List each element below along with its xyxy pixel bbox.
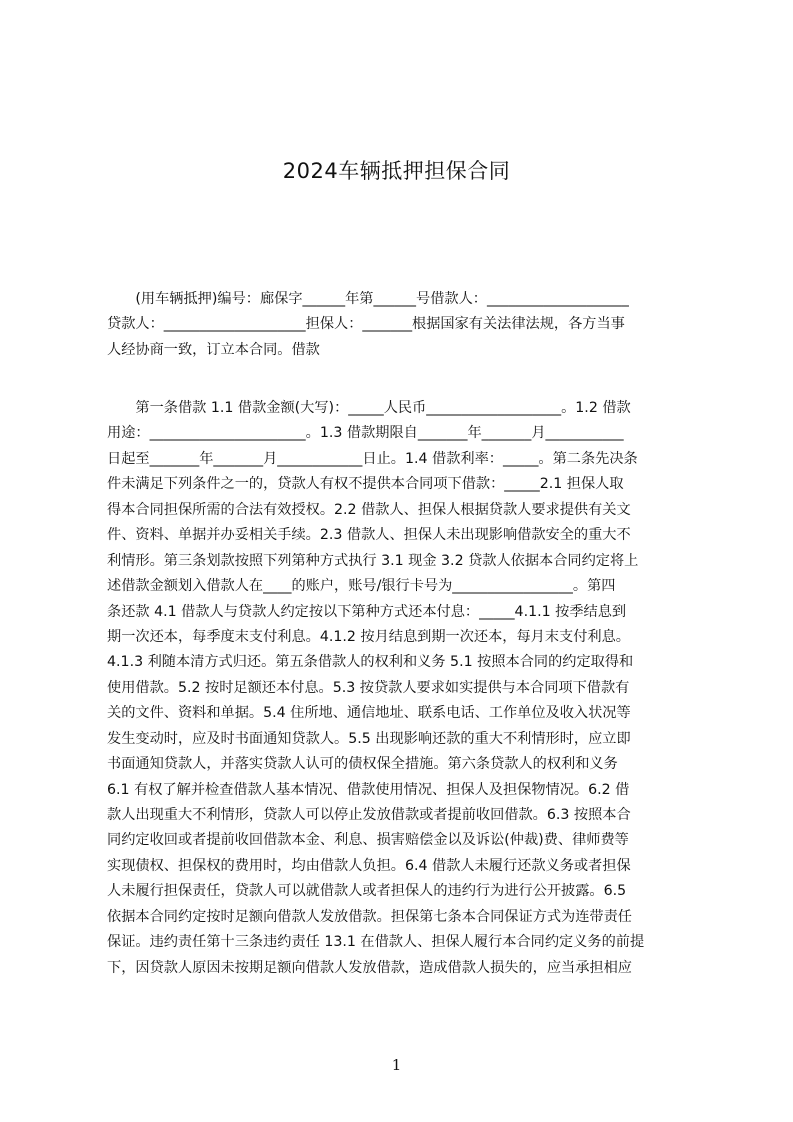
document-title: 2024车辆抵押担保合同 (282, 159, 511, 184)
body-paragraph (107, 396, 695, 981)
text-line: 使用借款。5.2 按时足额还本付息。5.3 按贷款人要求如实提供与本合同项下借款有 (107, 679, 630, 696)
text-line: 发生变动时，应及时书面通知贷款人。5.5 出现影响还款的重大不利情形时，应立即 (107, 730, 631, 747)
text-line: 下，因贷款人原因未按期足额向借款人发放借款，造成借款人损失的，应当承担相应 (107, 959, 632, 976)
text-line: 4.1.3 利随本清方式归还。第五条借款人的权利和义务 5.1 按照本合同的约定取得和 (107, 654, 634, 671)
text-line: 人未履行担保责任，贷款人可以就借款人或者担保人的违约行为进行公开披露。6.5 (107, 883, 627, 900)
text-line: 书面通知贷款人，并落实贷款人认可的债权保全措施。第六条贷款人的权利和义务 (107, 756, 618, 773)
text-line: 实现债权、担保权的费用时，均由借款人负担。6.4 借款人未履行还款义务或者担保 (107, 857, 631, 874)
text-line: 第一条借款 1.1 借款金额(大写)：_____人民币___________________。1.2 借款 (107, 400, 631, 416)
text-line: 利情形。第三条划款按照下列第种方式执行 3.1 现金 3.2 贷款人依据本合同约定将上 (107, 552, 639, 569)
text-line: 期一次还本，每季度末支付利息。4.1.2 按月结息到期一次还本，每月末支付利息。 (107, 628, 630, 645)
text-line: 用途：______________________。1.3 借款期限自_______年_______月___________ (107, 425, 624, 442)
text-line: 保证。违约责任第十三条违约责任 13.1 在借款人、担保人履行本合同约定义务的前提 (107, 934, 645, 951)
text-line: 件未满足下列条件之一的，贷款人有权不提供本合同项下借款：_____2.1 担保人取 (107, 476, 624, 493)
text-line: 日起至_______年_______月____________日止。1.4 借款利率：_____。第二条先决条 (107, 450, 638, 467)
page-number: 1 (391, 1056, 402, 1074)
intro-paragraph (107, 287, 695, 363)
text-line: 述借款金额划入借款人在____的账户，账号/银行卡号为_________________。第四 (107, 578, 616, 595)
text-line: 关的文件、资料和单据。5.4 住所地、通信地址、联系电话、工作单位及收入状况等 (107, 705, 631, 722)
text-line: 6.1 有权了解并检查借款人基本情况、借款使用情况、担保人及担保物情况。6.2 借 (107, 781, 630, 798)
text-line: 贷款人：____________________担保人：_______根据国家有关法律法规，各方当事 (107, 316, 625, 333)
text-line: 得本合同担保所需的合法有效授权。2.2 借款人、担保人根据贷款人要求提供有关文 (107, 501, 631, 518)
text-line: 条还款 4.1 借款人与贷款人约定按以下第种方式还本付息：_____4.1.1 按季结息到 (107, 603, 627, 620)
text-line: 依据本合同约定按时足额向借款人发放借款。担保第七条本合同保证方式为连带责任 (107, 908, 632, 925)
text-line: 人经协商一致，订立本合同。借款 (107, 341, 320, 358)
text-line: 件、资料、单据并办妥相关手续。2.3 借款人、担保人未出现影响借款安全的重大不 (107, 527, 631, 544)
text-line: 款人出现重大不利情形，贷款人可以停止发放借款或者提前收回借款。6.3 按照本合 (107, 807, 631, 823)
text-line: (用车辆抵押)编号：廊保字______年第______号借款人：____________________ (107, 291, 629, 307)
text-line: 同约定收回或者提前收回借款本金、利息、损害赔偿金以及诉讼(仲裁)费、律师费等 (107, 832, 629, 849)
